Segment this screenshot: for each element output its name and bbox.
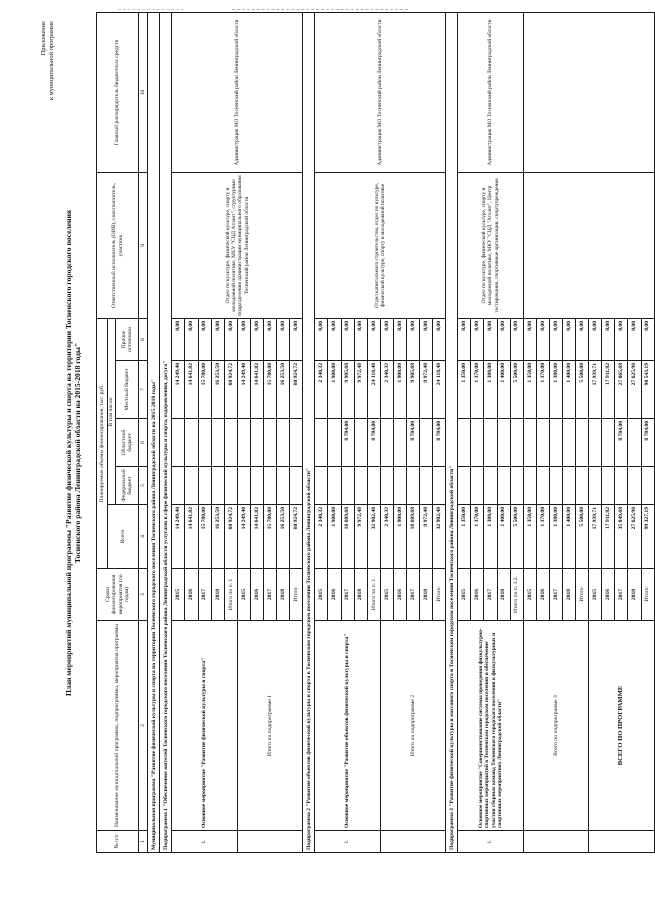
regional-cell bbox=[211, 418, 224, 466]
regional-cell bbox=[198, 418, 211, 466]
regional-cell bbox=[250, 418, 263, 466]
regional-cell: 8 784,00 bbox=[615, 418, 628, 466]
document-title bbox=[64, 83, 83, 823]
other-cell: 0,00 bbox=[264, 318, 277, 360]
regional-cell bbox=[315, 418, 328, 466]
other-cell: 0,00 bbox=[536, 318, 549, 360]
other-cell: 0,00 bbox=[367, 318, 380, 360]
regional-cell bbox=[172, 418, 185, 466]
year-cell: 2016 bbox=[471, 568, 484, 620]
total-cell: 18 689,68 bbox=[406, 504, 419, 568]
year-cell: 2015 bbox=[315, 568, 328, 620]
total-cell: 32 902,48 bbox=[367, 504, 380, 568]
other-cell: 0,00 bbox=[185, 318, 198, 360]
executor-cell: Отдел по культуре, физической культуре, спорту и молодежной политике, МКУ "СЦД "Атлант", Центр тестирования, спортивные организации, спортучреждения bbox=[458, 172, 523, 318]
year-cell: 2017 bbox=[484, 568, 497, 620]
header-manager: Главный распорядитель бюджетных средств bbox=[97, 12, 139, 172]
regional-cell bbox=[484, 418, 497, 466]
regional-cell bbox=[185, 418, 198, 466]
subprogram-3-title: Подпрограмма 3 "Развитие физической культуры и массового спорта в Тосненском городском поселении Тосненского района Ленинградской области" bbox=[446, 12, 458, 852]
federal-cell bbox=[420, 466, 433, 504]
column-number: 10 bbox=[139, 12, 148, 172]
regional-cell bbox=[224, 418, 237, 466]
other-cell: 0,00 bbox=[341, 318, 354, 360]
item-total-label: Итого по п. 1 bbox=[224, 568, 237, 620]
other-cell: 0,00 bbox=[563, 318, 576, 360]
total-cell: 1 350,00 bbox=[458, 504, 471, 568]
other-cell: 0,00 bbox=[250, 318, 263, 360]
year-cell: 2016 bbox=[328, 568, 341, 620]
column-number: 4 bbox=[139, 504, 148, 568]
federal-cell bbox=[277, 466, 290, 504]
local-cell: 16 253,50 bbox=[211, 360, 224, 418]
federal-cell bbox=[406, 466, 419, 504]
year-cell: 2015 bbox=[237, 568, 250, 620]
regional-cell: 8 784,00 bbox=[433, 418, 446, 466]
header-regional: Областной бюджет bbox=[116, 418, 139, 466]
total-cell: 14 249,40 bbox=[172, 504, 185, 568]
federal-cell bbox=[211, 466, 224, 504]
appendix-note bbox=[40, 21, 56, 100]
federal-cell bbox=[250, 466, 263, 504]
other-cell: 0,00 bbox=[420, 318, 433, 360]
regional-cell bbox=[471, 418, 484, 466]
federal-cell bbox=[576, 466, 589, 504]
local-cell: 1 370,00 bbox=[536, 360, 549, 418]
other-cell: 0,00 bbox=[510, 318, 523, 360]
column-number: 5 bbox=[139, 466, 148, 504]
subprogram-2-title: Подпрограмма 2 "Развитие объектов физической культуры и спорта в Тосненском городском поселении Тосненского района Ленинградской области" bbox=[303, 12, 315, 852]
local-cell: 1 900,00 bbox=[328, 360, 341, 418]
total-cell: 60 924,72 bbox=[290, 504, 303, 568]
local-cell: 27 625,98 bbox=[628, 360, 641, 418]
regional-cell: 8 784,00 bbox=[406, 418, 419, 466]
year-cell: 2016 bbox=[602, 568, 615, 620]
federal-cell bbox=[628, 466, 641, 504]
total-cell: 1 380,00 bbox=[484, 504, 497, 568]
total-cell: 14 249,40 bbox=[237, 504, 250, 568]
year-cell: 2016 bbox=[393, 568, 406, 620]
local-cell: 90 543,19 bbox=[641, 360, 654, 418]
title-line-2: Тосненского района Ленинградской области на 2015-2018 годы" bbox=[73, 342, 83, 563]
column-number: 7 bbox=[139, 360, 148, 418]
item-number: 1. bbox=[172, 830, 237, 852]
column-number: 9 bbox=[139, 172, 148, 318]
other-cell: 0,00 bbox=[172, 318, 185, 360]
total-cell: 14 641,82 bbox=[185, 504, 198, 568]
local-cell: 17 939,71 bbox=[589, 360, 602, 418]
total-cell: 1 370,00 bbox=[471, 504, 484, 568]
item-number: 1. bbox=[458, 830, 523, 852]
table-row bbox=[172, 12, 185, 852]
year-cell: 2018 bbox=[628, 568, 641, 620]
local-cell: 60 924,72 bbox=[290, 360, 303, 418]
total-cell: 1 380,00 bbox=[549, 504, 562, 568]
year-cell: 2018 bbox=[277, 568, 290, 620]
other-cell: 0,00 bbox=[198, 318, 211, 360]
empty-cell bbox=[523, 172, 654, 318]
local-cell: 2 340,32 bbox=[380, 360, 393, 418]
local-cell: 1 370,00 bbox=[471, 360, 484, 418]
scan-artifact-line bbox=[118, 9, 184, 10]
regional-cell bbox=[628, 418, 641, 466]
local-cell: 14 641,82 bbox=[185, 360, 198, 418]
other-cell: 0,00 bbox=[211, 318, 224, 360]
year-cell: 2018 bbox=[563, 568, 576, 620]
federal-cell bbox=[328, 466, 341, 504]
other-cell: 0,00 bbox=[602, 318, 615, 360]
rotated-document bbox=[20, 13, 651, 893]
item-total-label: Итого по п. 1.2. bbox=[510, 568, 523, 620]
program-title: Муниципальная программа "Развитие физической культуры и спорта на территории Тосненского городского поселения Тосненского района Ленинградской области на 2015-2018 годы" bbox=[148, 12, 160, 852]
regional-cell bbox=[393, 418, 406, 466]
other-cell: 0,00 bbox=[641, 318, 654, 360]
subprogram-1-title: Подпрограмма 1 "Обеспечение жителей Тосненского городского поселения Тосненского района Ленинградской области услугами в сфере физической культуры и спорта, оздоровления, досуга" bbox=[160, 12, 172, 852]
manager-cell: Администрация МО Тосненский район Ленинградской области bbox=[172, 12, 303, 172]
subprogram-1-total-label: Итого по подпрограмме 1 bbox=[237, 620, 302, 830]
total-cell: 17 911,82 bbox=[602, 504, 615, 568]
regional-cell: 8 784,00 bbox=[641, 418, 654, 466]
federal-cell bbox=[471, 466, 484, 504]
empty-cell bbox=[380, 830, 445, 852]
year-cell: 2017 bbox=[406, 568, 419, 620]
federal-cell bbox=[237, 466, 250, 504]
local-cell: 60 924,72 bbox=[224, 360, 237, 418]
total-cell: 17 939,71 bbox=[589, 504, 602, 568]
other-cell: 0,00 bbox=[393, 318, 406, 360]
total-cell: 1 400,00 bbox=[497, 504, 510, 568]
other-cell: 0,00 bbox=[433, 318, 446, 360]
local-cell: 16 253,50 bbox=[277, 360, 290, 418]
year-cell: 2016 bbox=[185, 568, 198, 620]
regional-cell: 8 784,00 bbox=[367, 418, 380, 466]
local-cell: 5 500,00 bbox=[576, 360, 589, 418]
year-cell: 2018 bbox=[497, 568, 510, 620]
year-cell: 2018 bbox=[211, 568, 224, 620]
regional-cell bbox=[523, 418, 536, 466]
local-cell: 1 400,00 bbox=[497, 360, 510, 418]
year-cell: Итого bbox=[433, 568, 446, 620]
regional-cell bbox=[264, 418, 277, 466]
federal-cell bbox=[380, 466, 393, 504]
year-cell: Итого bbox=[290, 568, 303, 620]
event-name: Основное мероприятие "Совершенствование системы проведения физкультурно-спортивных мероприятий в Тосненском городском поселении и обеспечение участия сборных команд Тосненского городского поселения в физкультурных и спортивных мероприятиях Ленинградской области" bbox=[458, 620, 523, 830]
column-number: 6 bbox=[139, 418, 148, 466]
other-cell: 0,00 bbox=[484, 318, 497, 360]
year-cell: 2015 bbox=[458, 568, 471, 620]
local-cell: 14 249,40 bbox=[237, 360, 250, 418]
federal-cell bbox=[536, 466, 549, 504]
header-planned: Планируемые объемы финансирования, тыс. руб. bbox=[97, 318, 108, 568]
federal-cell bbox=[315, 466, 328, 504]
appendix-line-1: Приложение bbox=[40, 20, 47, 55]
local-cell: 24 118,48 bbox=[433, 360, 446, 418]
table-row bbox=[523, 12, 536, 852]
year-cell: 2016 bbox=[250, 568, 263, 620]
header-name: Наименование муниципальной программы, подпрограммы, мероприятия программы bbox=[97, 620, 139, 830]
executor-cell: Отдел капитального строительства, отдел по культуре, физической культуре, спорту и молодежной политике bbox=[315, 172, 446, 318]
year-cell: 2018 bbox=[354, 568, 367, 620]
total-cell: 60 924,72 bbox=[224, 504, 237, 568]
other-cell: 0,00 bbox=[277, 318, 290, 360]
regional-cell bbox=[602, 418, 615, 466]
regional-cell bbox=[420, 418, 433, 466]
local-cell: 14 641,82 bbox=[250, 360, 263, 418]
federal-cell bbox=[602, 466, 615, 504]
column-number: 2 bbox=[139, 620, 148, 830]
scan-artifact-line bbox=[232, 9, 408, 10]
executor-cell: Отдел по культуре, физической культуре, спорту и молодежной политике, МКУ "СЦД Атлант", структурные подразделения администрации муниципального образования Тосненский район Ленинградской области bbox=[172, 172, 303, 318]
federal-cell bbox=[549, 466, 562, 504]
total-cell: 1 370,00 bbox=[536, 504, 549, 568]
year-cell: 2015 bbox=[523, 568, 536, 620]
total-cell: 1 400,00 bbox=[563, 504, 576, 568]
event-name: Основное мероприятие "Развитие физической культуры и спорта" bbox=[172, 620, 237, 830]
other-cell: 0,00 bbox=[380, 318, 393, 360]
federal-cell bbox=[458, 466, 471, 504]
regional-cell bbox=[536, 418, 549, 466]
local-cell: 1 350,00 bbox=[458, 360, 471, 418]
federal-cell bbox=[367, 466, 380, 504]
column-number: 1 bbox=[139, 830, 148, 852]
regional-cell bbox=[277, 418, 290, 466]
other-cell: 0,00 bbox=[523, 318, 536, 360]
empty-cell bbox=[589, 830, 654, 852]
local-cell: 1 900,00 bbox=[393, 360, 406, 418]
total-cell: 2 340,32 bbox=[380, 504, 393, 568]
total-cell: 5 500,00 bbox=[576, 504, 589, 568]
total-cell: 1 900,00 bbox=[393, 504, 406, 568]
header-federal: Федеральный бюджет bbox=[116, 466, 139, 504]
other-cell: 0,00 bbox=[549, 318, 562, 360]
total-cell: 32 902,48 bbox=[433, 504, 446, 568]
other-cell: 0,00 bbox=[576, 318, 589, 360]
local-cell: 17 911,82 bbox=[602, 360, 615, 418]
other-cell: 0,00 bbox=[315, 318, 328, 360]
total-cell: 18 689,68 bbox=[341, 504, 354, 568]
federal-cell bbox=[354, 466, 367, 504]
federal-cell bbox=[484, 466, 497, 504]
manager-cell: Администрация МО Тосненский район Ленинградской области bbox=[458, 12, 523, 172]
total-cell: 9 972,48 bbox=[354, 504, 367, 568]
local-cell: 27 065,68 bbox=[615, 360, 628, 418]
year-cell: 2018 bbox=[420, 568, 433, 620]
subprogram-2-total-label: Итого по подпрограмме 2 bbox=[380, 620, 445, 830]
federal-cell bbox=[172, 466, 185, 504]
federal-cell bbox=[185, 466, 198, 504]
regional-cell bbox=[328, 418, 341, 466]
federal-cell bbox=[615, 466, 628, 504]
federal-cell bbox=[641, 466, 654, 504]
regional-cell bbox=[497, 418, 510, 466]
total-cell: 99 327,19 bbox=[641, 504, 654, 568]
appendix-line-2: к муниципальной программе bbox=[48, 20, 55, 100]
column-number: 3 bbox=[139, 568, 148, 620]
year-cell: 2017 bbox=[549, 568, 562, 620]
manager-cell: Администрация МО Тосненский район Ленинградской области bbox=[315, 12, 446, 172]
federal-cell bbox=[497, 466, 510, 504]
other-cell: 0,00 bbox=[237, 318, 250, 360]
year-cell: 2017 bbox=[615, 568, 628, 620]
local-cell: 24 118,48 bbox=[367, 360, 380, 418]
total-cell: 16 253,50 bbox=[211, 504, 224, 568]
local-cell: 1 380,00 bbox=[549, 360, 562, 418]
table-row bbox=[458, 12, 471, 852]
total-cell: 15 780,00 bbox=[198, 504, 211, 568]
total-cell: 15 780,00 bbox=[264, 504, 277, 568]
federal-cell bbox=[198, 466, 211, 504]
local-cell: 9 905,68 bbox=[341, 360, 354, 418]
total-cell: 1 350,00 bbox=[523, 504, 536, 568]
total-cell: 5 500,00 bbox=[510, 504, 523, 568]
plan-table bbox=[96, 12, 655, 853]
other-cell: 0,00 bbox=[290, 318, 303, 360]
item-total-label: Итого по п. 1 bbox=[367, 568, 380, 620]
total-cell: 9 972,48 bbox=[420, 504, 433, 568]
event-name: Основное мероприятие "Развитие объектов физической культуры и спорта" bbox=[315, 620, 380, 830]
local-cell: 15 780,00 bbox=[198, 360, 211, 418]
title-line-1: План мероприятий муниципальной программы "Развитие физической культуры и спорта на территории Тосненского городского поселения bbox=[64, 209, 73, 696]
local-cell: 15 780,00 bbox=[264, 360, 277, 418]
item-number: 1. bbox=[315, 830, 380, 852]
year-cell: 2017 bbox=[264, 568, 277, 620]
total-cell: 1 900,00 bbox=[328, 504, 341, 568]
regional-cell bbox=[237, 418, 250, 466]
header-including: В том числе: bbox=[108, 318, 116, 504]
local-cell: 9 972,48 bbox=[354, 360, 367, 418]
grand-total-label: ВСЕГО ПО ПРОГРАММЕ bbox=[589, 620, 654, 830]
regional-cell bbox=[563, 418, 576, 466]
total-cell: 14 641,82 bbox=[250, 504, 263, 568]
regional-cell bbox=[354, 418, 367, 466]
federal-cell bbox=[393, 466, 406, 504]
local-cell: 9 972,48 bbox=[420, 360, 433, 418]
year-cell: 2016 bbox=[536, 568, 549, 620]
regional-cell bbox=[576, 418, 589, 466]
header-executor: Ответственный исполнитель (ОИВ), соисполнитель, участник bbox=[97, 172, 139, 318]
federal-cell bbox=[589, 466, 602, 504]
local-cell: 14 249,40 bbox=[172, 360, 185, 418]
local-cell: 1 380,00 bbox=[484, 360, 497, 418]
other-cell: 0,00 bbox=[615, 318, 628, 360]
other-cell: 0,00 bbox=[458, 318, 471, 360]
other-cell: 0,00 bbox=[589, 318, 602, 360]
year-cell: 2015 bbox=[589, 568, 602, 620]
regional-cell bbox=[589, 418, 602, 466]
other-cell: 0,00 bbox=[354, 318, 367, 360]
regional-cell bbox=[549, 418, 562, 466]
other-cell: 0,00 bbox=[406, 318, 419, 360]
federal-cell bbox=[510, 466, 523, 504]
table-row bbox=[315, 12, 328, 852]
local-cell: 9 905,68 bbox=[406, 360, 419, 418]
local-cell: 1 350,00 bbox=[523, 360, 536, 418]
local-cell: 2 340,32 bbox=[315, 360, 328, 418]
other-cell: 0,00 bbox=[328, 318, 341, 360]
other-cell: 0,00 bbox=[628, 318, 641, 360]
federal-cell bbox=[224, 466, 237, 504]
header-total: Всего bbox=[108, 504, 139, 568]
column-number: 8 bbox=[139, 318, 148, 360]
federal-cell bbox=[563, 466, 576, 504]
other-cell: 0,00 bbox=[224, 318, 237, 360]
year-cell: Итого bbox=[576, 568, 589, 620]
year-cell: 2015 bbox=[380, 568, 393, 620]
regional-cell bbox=[290, 418, 303, 466]
empty-cell bbox=[237, 830, 302, 852]
empty-cell bbox=[523, 830, 588, 852]
local-cell: 5 500,00 bbox=[510, 360, 523, 418]
header-num: № п/п bbox=[97, 830, 139, 852]
header-other: Прочие источники bbox=[116, 318, 139, 360]
total-cell: 35 849,68 bbox=[615, 504, 628, 568]
empty-cell bbox=[523, 12, 654, 172]
header-local: Местный бюджет bbox=[116, 360, 139, 418]
total-cell: 2 340,32 bbox=[315, 504, 328, 568]
year-cell: 2017 bbox=[341, 568, 354, 620]
year-cell: 2015 bbox=[172, 568, 185, 620]
federal-cell bbox=[433, 466, 446, 504]
regional-cell bbox=[510, 418, 523, 466]
year-cell: 2017 bbox=[198, 568, 211, 620]
federal-cell bbox=[290, 466, 303, 504]
regional-cell bbox=[458, 418, 471, 466]
federal-cell bbox=[523, 466, 536, 504]
other-cell: 0,00 bbox=[497, 318, 510, 360]
federal-cell bbox=[264, 466, 277, 504]
federal-cell bbox=[341, 466, 354, 504]
total-cell: 27 625,98 bbox=[628, 504, 641, 568]
year-cell: Итого bbox=[641, 568, 654, 620]
other-cell: 0,00 bbox=[471, 318, 484, 360]
regional-cell bbox=[380, 418, 393, 466]
regional-cell: 8 784,00 bbox=[341, 418, 354, 466]
local-cell: 1 400,00 bbox=[563, 360, 576, 418]
total-cell: 16 253,50 bbox=[277, 504, 290, 568]
header-period: Сроки финансирования мероприятия (по годам) bbox=[97, 568, 139, 620]
subprogram-3-total-label: Всего по подпрограмме 3 bbox=[523, 620, 588, 830]
